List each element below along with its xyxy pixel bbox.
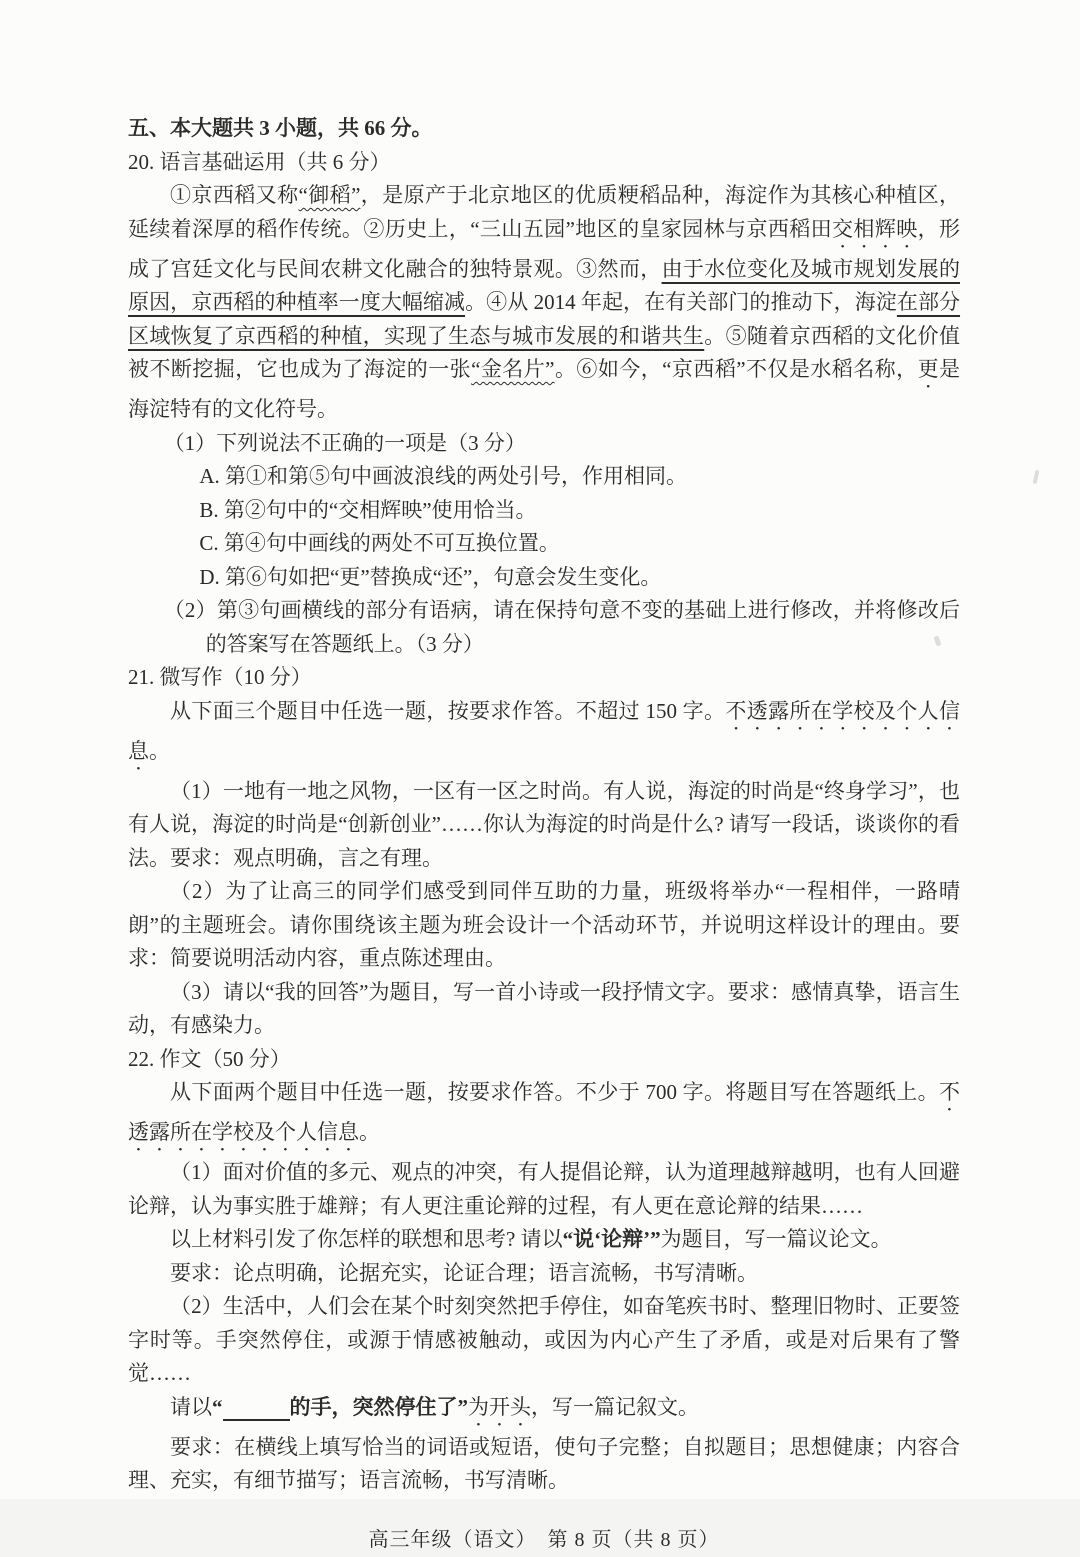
text-segment-plain: 是海淀特有的文化符号。 [128,357,960,421]
text-segment-plain: 从下面三个题目中任选一题，按要求作答。不超过 150 字。 [170,699,725,723]
q22-item-2: （2）生活中，人们会在某个时刻突然把手停住，如奋笔疾书时、整理旧物时、正要签字时等。手突然停住，或源于情感被触动，或因为内心产生了矛盾，或是对后果有了警觉…… [128,1290,960,1391]
q22-requirements-1: 要求：论点明确，论据充实，论证合理；语言流畅，书写清晰。 [128,1257,960,1291]
text-segment-dots: 更 [918,357,939,381]
text-segment-underline: 由于水位变化及城市规划发展的原因，京西稻的种植率一度大幅缩减 [128,257,960,315]
text-segment-wavy: “御稻” [299,183,361,207]
page-content [128,112,960,1557]
q21-title: 21. 微写作（10 分） [128,661,960,695]
q20-sub1-stem: （1）下列说法不正确的一项是（3 分） [164,427,960,461]
text-segment-bold: “ [212,1395,223,1419]
q22-prompt-1 [128,1223,960,1257]
text-segment-plain: ①京西稻又称 [170,183,299,207]
text-segment-plain: 请以 [170,1395,212,1419]
text-segment-plain: ，形成了宫廷文化与民间农耕文化融合的独特景观。③然而， [128,217,960,281]
q21-item-2: （2）为了让高三的同学们感受到同伴互助的力量，班级将举办“一程相伴，一路晴朗”的主题班会。请你围绕该主题为班会设计一个活动环节，并说明这样设计的理由。要求：简要说明活动内容，重点陈述理由。 [128,875,960,976]
text-segment-plain: 。④从 2014 年起，在有关部门的推动下，海淀 [465,290,897,314]
q20-option-b: B. 第②句中的“交相辉映”使用恰当。 [199,494,960,528]
q22-requirements-2: 要求：在横线上填写恰当的词语或短语，使句子完整；自拟题目；思想健康；内容合理、充实，有细节描写；语言流畅，书写清晰。 [128,1431,960,1498]
section-header: 五、本大题共 3 小题，共 66 分。 [128,112,960,146]
text-segment-plain: 。 [149,739,170,763]
q20-title: 20. 语言基础运用（共 6 分） [128,146,960,180]
text-segment-plain: 为题目，写一篇议论文。 [661,1227,892,1251]
text-segment-underline: 在部分区域恢复了京西稻的种植，实现了生态与城市发展的和谐共生 [128,290,960,348]
text-segment-wavy: “金名片” [471,357,554,381]
q21-intro [128,695,960,775]
q20-option-d: D. 第⑥句如把“更”替换成“还”，句意会发生变化。 [199,561,960,595]
text-segment-bold: 的手，突然停住了” [290,1395,469,1419]
text-segment-plain: 从下面两个题目中任选一题，按要求作答。不少于 700 字。将题目写在答题纸上。 [170,1080,939,1104]
scan-artifact [1033,470,1040,485]
q20-option-a: A. 第①和第⑤句中画波浪线的两处引号，作用相同。 [199,460,960,494]
text-segment-dots: 不透露所在学校及个人信息 [128,699,960,763]
text-segment-plain: 。⑥如今，“京西稻”不仅是水稻名称， [555,357,918,381]
q22-item-1: （1）面对价值的多元、观点的冲突，有人提倡论辩，认为道理越辩越明，也有人回避论辩，认为事实胜于雄辩；有人更注重论辩的过程，有人更在意论辩的结果…… [128,1156,960,1223]
text-segment-plain: 。⑤随着京西稻的文化价值被不断挖掘，它也成为了海淀的一张 [128,324,960,382]
text-segment-bold: “说‘论辩’” [563,1227,661,1251]
q20-option-c: C. 第④句中画线的两处不可互换位置。 [199,527,960,561]
q20-passage [128,179,960,427]
q21-item-3: （3）请以“我的回答”为题目，写一首小诗或一段抒情文字。要求：感情真挚，语言生动，有感染力。 [128,976,960,1043]
text-segment-plain: ，写一篇记叙文。 [531,1395,699,1419]
q22-intro [128,1076,960,1156]
text-segment-blank [223,1395,290,1421]
q20-sub2-stem: （2）第③句画横线的部分有语病，请在保持句意不变的基础上进行修改，并将修改后的答案写在答题纸上。（3 分） [206,594,960,661]
text-segment-plain: ，是原产于北京地区的优质粳稻品种，海淀作为其核心种植区，延续着深厚的稻作传统。②历史上，“三山五园”地区的皇家园林与京西稻田 [128,183,960,241]
text-segment-plain: 。 [359,1120,380,1144]
q21-item-1: （1）一地有一地之风物，一区有一区之时尚。有人说，海淀的时尚是“终身学习”，也有人说，海淀的时尚是“创新创业”……你认为海淀的时尚是什么? 请写一段话，谈谈你的看法。要求：观点明确，言之有理。 [128,775,960,876]
text-segment-dots: 不透露所在学校及个人信息 [128,1080,960,1144]
text-segment-dots: 为开头 [468,1395,531,1419]
q22-title: 22. 作文（50 分） [128,1043,960,1077]
q22-prompt-2 [128,1391,960,1431]
text-segment-plain: 以上材料引发了你怎样的联想和思考? 请以 [170,1227,563,1251]
page-footer: 高三年级（语文） 第 8 页（共 8 页） [128,1524,960,1557]
text-segment-dots: 交相辉映 [832,217,918,241]
